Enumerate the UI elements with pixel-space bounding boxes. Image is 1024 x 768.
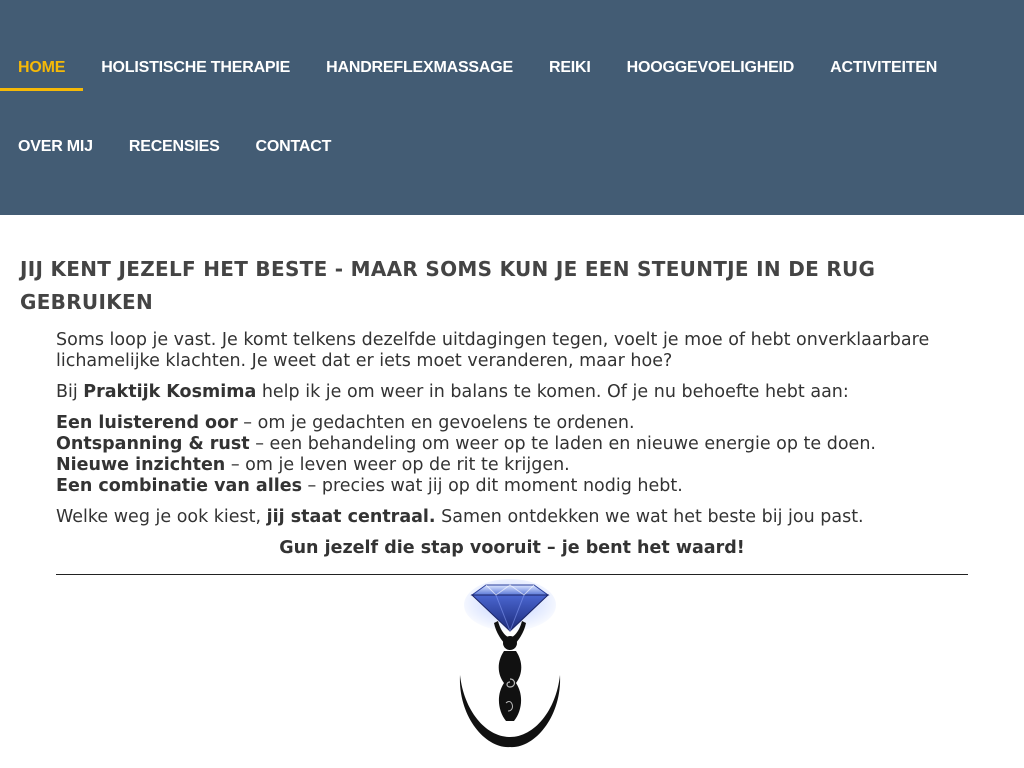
nav-item-hooggevoeligheid[interactable]: HOOGGEVOELIGHEID xyxy=(626,59,795,76)
nav-item-handreflexmassage[interactable]: HANDREFLEXMASSAGE xyxy=(326,59,513,76)
choice-bold: jij staat centraal. xyxy=(266,507,436,527)
help-suffix: help ik je om weer in balans te komen. Of je nu behoefte hebt aan: xyxy=(256,382,849,402)
need-item xyxy=(56,476,968,497)
top-navigation xyxy=(0,0,1024,215)
need-title: Een luisterend oor xyxy=(56,413,238,433)
nav-item-over-mij[interactable]: OVER MIJ xyxy=(18,138,93,155)
nav-item-reiki[interactable]: REIKI xyxy=(548,59,591,76)
need-desc: – om je leven weer op de rit te krijgen. xyxy=(225,455,570,475)
closing-line: Gun jezelf die stap vooruit – je bent het waard! xyxy=(279,538,745,558)
nav-item-activiteiten[interactable]: ACTIVITEITEN xyxy=(830,59,938,76)
need-title: Een combinatie van alles xyxy=(56,476,302,496)
need-desc: – een behandeling om weer op te laden en nieuwe energie op te doen. xyxy=(249,434,876,454)
choice-paragraph xyxy=(56,507,968,528)
divider xyxy=(56,574,968,575)
nav-item-recensies[interactable]: RECENSIES xyxy=(128,138,220,155)
help-paragraph xyxy=(56,382,968,403)
diamond-goddess-logo xyxy=(450,579,570,751)
brand-name: Praktijk Kosmima xyxy=(83,382,257,402)
needs-list xyxy=(56,413,968,497)
need-title: Ontspanning & rust xyxy=(56,434,250,454)
choice-prefix: Welke weg je ook kiest, xyxy=(56,507,267,527)
need-item xyxy=(56,455,968,476)
nav-row-1 xyxy=(0,46,955,90)
nav-row-2 xyxy=(0,125,349,169)
nav-item-contact[interactable]: CONTACT xyxy=(255,138,332,155)
intro-paragraph: Soms loop je vast. Je komt telkens dezelfde uitdagingen tegen, voelt je moe of hebt onverklaarbare lichamelijke klachten. Je weet dat er iets moet veranderen, maar hoe? xyxy=(56,330,930,371)
nav-item-home[interactable]: HOME xyxy=(0,46,83,90)
need-item xyxy=(56,413,968,434)
need-desc: – precies wat jij op dit moment nodig hebt. xyxy=(301,476,683,496)
need-title: Nieuwe inzichten xyxy=(56,455,226,475)
need-item xyxy=(56,434,968,455)
page-title: JIJ KENT JEZELF HET BESTE - MAAR SOMS KUN JE EEN STEUNTJE IN DE RUG GEBRUIKEN xyxy=(20,257,876,314)
nav-item-holistische-therapie[interactable]: HOLISTISCHE THERAPIE xyxy=(101,59,291,76)
help-prefix: Bij xyxy=(56,382,84,402)
choice-suffix: Samen ontdekken we wat het beste bij jou past. xyxy=(435,507,864,527)
need-desc: – om je gedachten en gevoelens te ordenen. xyxy=(237,413,635,433)
body-text xyxy=(56,330,968,569)
